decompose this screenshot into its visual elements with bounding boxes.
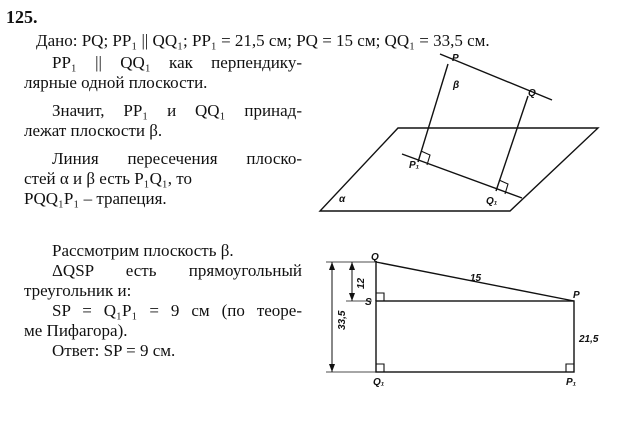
arrow-qs-top bbox=[349, 262, 355, 270]
segment-pp1 bbox=[418, 64, 448, 162]
plane-alpha bbox=[320, 128, 598, 211]
dim-label-pp1: 21,5 bbox=[579, 334, 599, 345]
segment-qq1 bbox=[496, 96, 528, 191]
label-p: P bbox=[452, 53, 459, 64]
label-p-f2: P bbox=[573, 290, 580, 301]
para3-line3: PQQ₁P₁ – трапеция. bbox=[24, 189, 167, 208]
arrow-qs-bottom bbox=[349, 293, 355, 301]
label-p1: P₁ bbox=[409, 160, 420, 171]
para4-line2: ΔQSP есть прямоугольный bbox=[52, 261, 302, 280]
para4-line6: Ответ: SP = 9 см. bbox=[52, 341, 176, 360]
para4-line4: SP = Q₁P₁ = 9 см (по теоре- bbox=[52, 301, 302, 320]
para4-line5: ме Пифагора). bbox=[24, 321, 128, 340]
label-q1-f2: Q₁ bbox=[373, 377, 385, 388]
para1-line1: PP₁ || QQ₁ как перпендику- bbox=[52, 53, 302, 72]
para4-line3: треугольник и: bbox=[24, 281, 132, 300]
label-q: Q bbox=[528, 88, 536, 99]
line-p1q1 bbox=[402, 154, 522, 198]
dim-label-qs: 12 bbox=[356, 277, 367, 289]
right-angle-p1-f2 bbox=[566, 364, 574, 372]
label-q1: Q₁ bbox=[486, 196, 498, 207]
given-line: Дано: PQ; PP₁ || QQ₁; PP₁ = 21,5 см; PQ = 15 см; QQ₁ = 33,5 см. bbox=[36, 31, 490, 50]
label-q-f2: Q bbox=[371, 252, 379, 263]
label-p1-f2: P₁ bbox=[566, 377, 577, 388]
para3-line2: стей α и β есть P₁Q₁, то bbox=[24, 169, 193, 188]
right-angle-s bbox=[376, 293, 384, 301]
dim-label-pq: 15 bbox=[470, 273, 482, 284]
dim-label-qq1: 33,5 bbox=[337, 310, 348, 330]
problem-number: 125. bbox=[6, 7, 38, 27]
label-beta: β bbox=[453, 80, 460, 91]
para2-line1: Значит, PP₁ и QQ₁ принад- bbox=[52, 101, 302, 120]
para1-line2: лярные одной плоскости. bbox=[24, 73, 208, 92]
rect-s-p-p1-q1 bbox=[376, 301, 574, 372]
arrow-qq1-top bbox=[329, 262, 335, 270]
arrow-qq1-bottom bbox=[329, 364, 335, 372]
para3-line1: Линия пересечения плоско- bbox=[52, 149, 302, 168]
right-angle-q1-f2 bbox=[376, 364, 384, 372]
label-alpha: α bbox=[339, 194, 346, 205]
para4-line1: Рассмотрим плоскость β. bbox=[52, 241, 234, 260]
label-s-f2: S bbox=[365, 297, 372, 308]
para2-line2: лежат плоскости β. bbox=[24, 121, 163, 140]
